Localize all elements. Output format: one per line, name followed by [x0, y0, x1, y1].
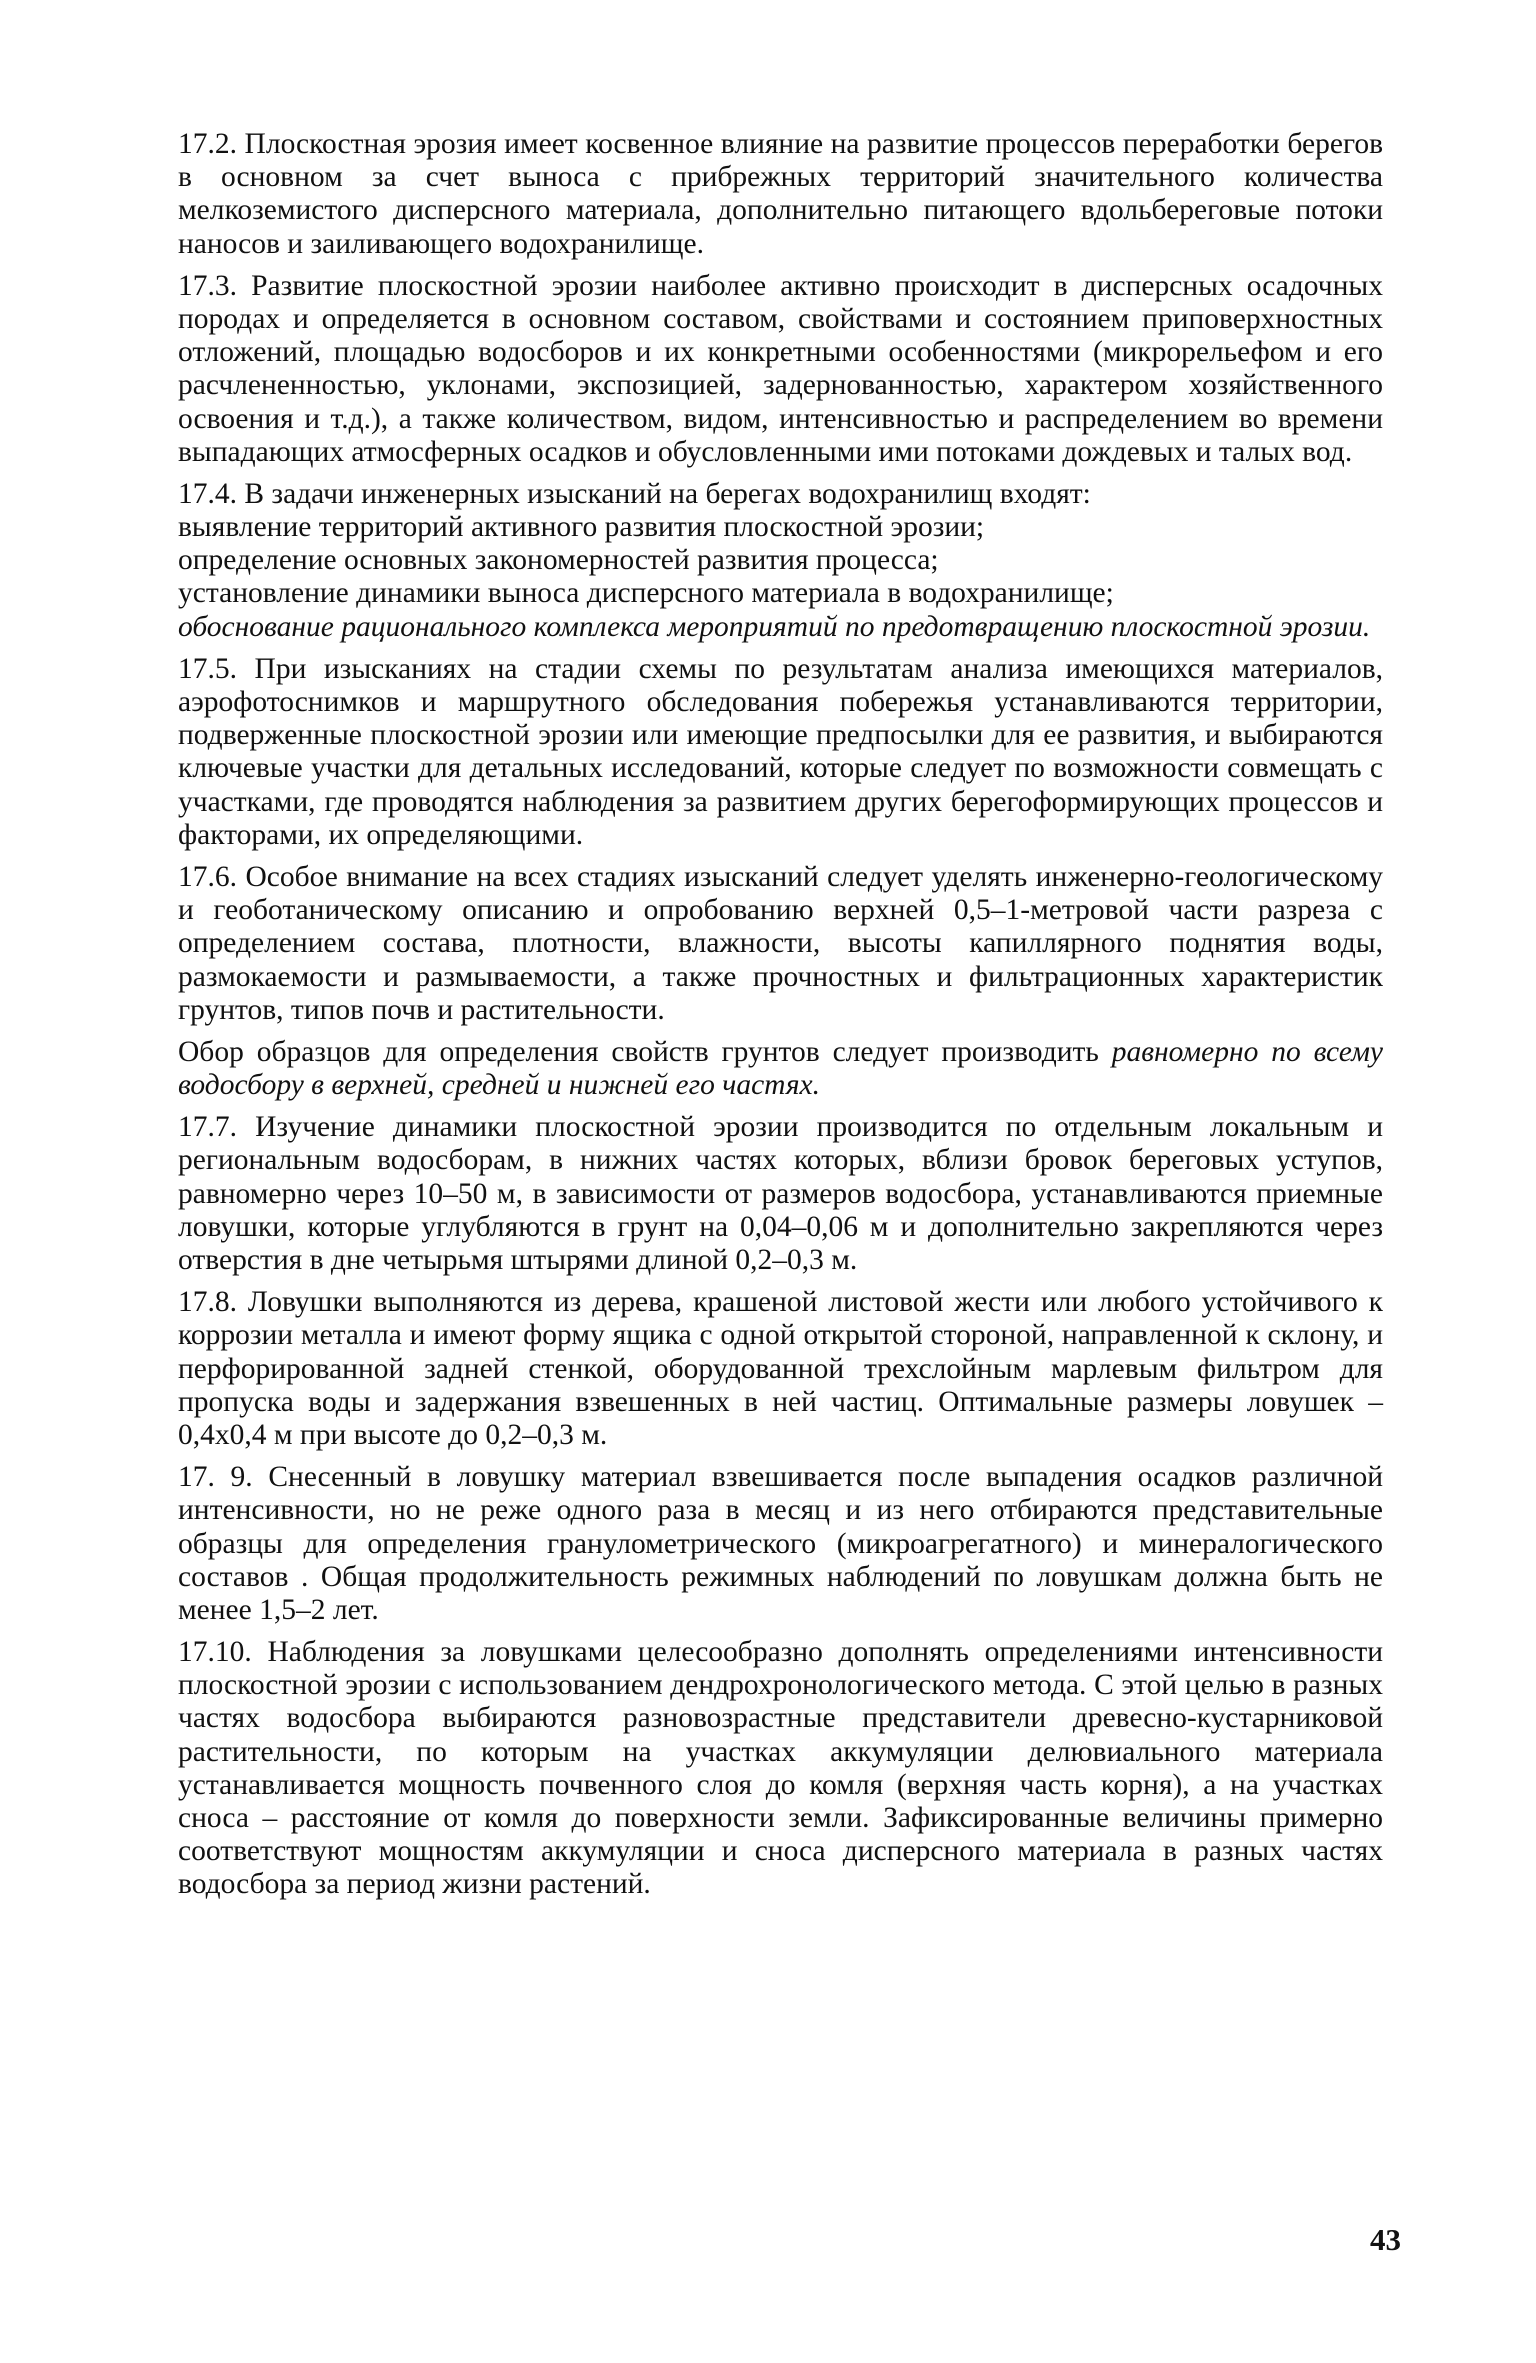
sampling-text: Обор образцов для определения свойств грунтов следует производить [178, 1035, 1099, 1068]
list-item: выявление территорий активного развития плоскостной эрозии; [178, 511, 985, 544]
list-item: определение основных закономерностей развития процесса; [178, 544, 939, 577]
paragraph-17-8: 17.8. Ловушки выполняются из дерева, крашеной листовой жести или любого устойчивого к коррозии металла и имеют форму ящика с одной открытой стороной, направленной к склону, и перфорированной задней стенкой, оборудованной трехслойным марлевым фильтром для пропуска воды и задержания взвешенных в ней частиц. Оптимальные размеры ловушек – 0,4x0,4 м при высоте до 0,2–0,3 м. [178, 1286, 1383, 1451]
paragraph-17-2: 17.2. Плоскостная эрозия имеет косвенное влияние на развитие процессов переработки берегов в основном за счет выноса с прибрежных территорий значительного количества мелкоземистого дисперсного материала, дополнительно питающего вдольбереговые потоки наносов и заиливающего водохранилище. [178, 128, 1383, 260]
paragraph-17-10: 17.10. Наблюдения за ловушками целесообразно дополнять определениями интенсивности плоскостной эрозии с использованием дендрохронологического метода. С этой целью в разных частях водосбора выбираются разновозрастные представители древесно-кустарниковой растительности, по которым на участках аккумуляции делювиального материала устанавливается мощность почвенного слоя до комля (верхняя часть корня), а на участках сноса – расстояние от комля до поверхности земли. Зафиксированные величины примерно соответствуют мощностям аккумуляции и сноса дисперсного материала в разных частях водосбора за период жизни растений. [178, 1636, 1383, 1901]
list-item: обоснование рационального комплекса мероприятий по предотвращению плоскостной эрозии. [178, 610, 1371, 643]
paragraph-17-3: 17.3. Развитие плоскостной эрозии наиболее активно происходит в дисперсных осадочных породах и определяется в основном составом, свойствами и состоянием приповерхностных отложений, площадью водосборов и их конкретными особенностями (микрорельефом и его расчлененностью, уклонами, экспозицией, задернованностью, характером хозяйственного освоения и т.д.), а также количеством, видом, интенсивностью и распределением во времени выпадающих атмосферных осадков и обусловленными ими потоками дождевых и талых вод. [178, 269, 1383, 468]
paragraph-17-6: 17.6. Особое внимание на всех стадиях изысканий следует уделять инженерно-геологическому и геоботаническому описанию и опробованию верхней 0,5–1-метровой части разреза с определением состава, плотности, влажности, высоты капиллярного поднятия воды, размокаемости и размываемости, а также прочностных и фильтрационных характеристик грунтов, типов почв и растительности. [178, 860, 1383, 1026]
paragraph-17-6-sampling [178, 1036, 1383, 1102]
sampling-text-italic: равномерно по всему водосбору в верхней, средней и нижней его частях. [178, 1035, 1383, 1102]
paragraph-17-4-block [178, 478, 1383, 644]
list-item: установление динамики выноса дисперсного материала в водохранилище; [178, 577, 1114, 610]
paragraph-17-7: 17.7. Изучение динамики плоскостной эрозии производится по отдельным локальным и региональным водосборам, в нижних частях которых, вблизи бровок береговых уступов, равномерно через 10–50 м, в зависимости от размеров водосбора, устанавливаются приемные ловушки, которые углубляются в грунт на 0,04–0,06 м и дополнительно закрепляются через отверстия в дне четырьмя штырями длиной 0,2–0,3 м. [178, 1111, 1383, 1276]
paragraph-17-5: 17.5. При изысканиях на стадии схемы по результатам анализа имеющихся материалов, аэрофотоснимков и маршрутного обследования побережья устанавливаются территории, подверженные плоскостной эрозии или имеющие предпосылки для ее развития, и выбираются ключевые участки для детальных исследований, которые следует по возможности совмещать с участками, где проводятся наблюдения за развитием других берегоформирующих процессов и факторами, их определяющими. [178, 652, 1383, 851]
paragraph-17-4: 17.4. В задачи инженерных изысканий на берегах водохранилищ входят: [178, 477, 1091, 510]
page-number: 43 [1370, 2222, 1401, 2257]
page-body [178, 128, 1383, 1911]
paragraph-17-9: 17. 9. Снесенный в ловушку материал взвешивается после выпадения осадков различной интенсивности, но не реже одного раза в месяц и из него отбираются представительные образцы для определения гранулометрического (микроагрегатного) и минералогического составов . Общая продолжительность режимных наблюдений по ловушкам должна быть не менее 1,5–2 лет. [178, 1461, 1383, 1626]
